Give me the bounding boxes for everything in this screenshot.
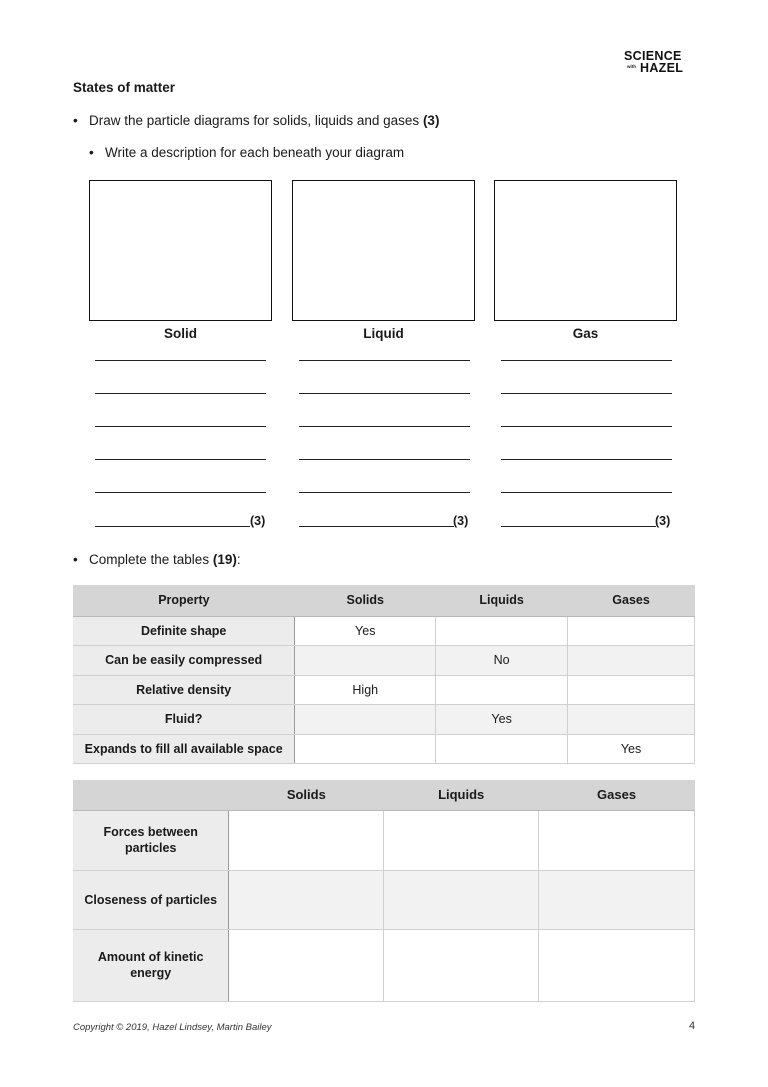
instruction-draw-marks: (3)	[422, 113, 440, 128]
table-row	[73, 929, 695, 1001]
solid-marks: (3)	[250, 514, 266, 528]
cell-liquids[interactable]: No	[436, 646, 568, 676]
row-label: Definite shape	[73, 616, 295, 646]
answer-line[interactable]	[299, 360, 470, 361]
answer-line[interactable]	[95, 526, 250, 527]
cell-solids[interactable]	[295, 646, 436, 676]
page-number: 4	[689, 1020, 696, 1032]
cell-solids[interactable]	[229, 929, 384, 1001]
answer-line[interactable]	[95, 492, 266, 493]
cell-gases[interactable]	[539, 810, 695, 870]
copyright: Copyright © 2019, Hazel Lindsey, Martin Bailey	[73, 1022, 272, 1033]
answer-line[interactable]	[501, 492, 672, 493]
logo-with: with	[627, 64, 636, 69]
cell-gases[interactable]	[568, 646, 695, 676]
cell-gases[interactable]: Yes	[568, 734, 695, 764]
answer-line[interactable]	[299, 426, 470, 427]
bullet-dot: •	[73, 113, 78, 128]
row-label: Can be easily compressed	[73, 646, 295, 676]
instruction-write-text: Write a description for each beneath your diagram	[105, 145, 405, 160]
gas-marks: (3)	[655, 514, 671, 528]
cell-solids[interactable]	[295, 734, 436, 764]
row-label: Fluid?	[73, 705, 295, 735]
instruction-draw-text: Draw the particle diagrams for solids, liquids and gases	[89, 113, 420, 128]
answer-line[interactable]	[299, 459, 470, 460]
table-header-row	[73, 585, 695, 616]
row-label: Forces between particles	[73, 810, 229, 870]
header-liquids: Liquids	[436, 585, 568, 616]
cell-solids[interactable]	[229, 870, 384, 929]
cell-gases[interactable]	[539, 929, 695, 1001]
instruction-complete-marks: (19)	[212, 552, 237, 567]
liquid-label: Liquid	[363, 326, 404, 341]
table-row	[73, 870, 695, 929]
answer-line[interactable]	[299, 492, 470, 493]
table-row	[73, 646, 695, 676]
cell-gases[interactable]	[539, 870, 695, 929]
cell-solids[interactable]	[229, 810, 384, 870]
gas-label: Gas	[572, 326, 599, 341]
solid-diagram-box[interactable]	[89, 180, 272, 321]
row-label: Relative density	[73, 675, 295, 705]
science-with-hazel-logo	[624, 50, 696, 76]
instruction-complete-text: Complete the tables	[89, 552, 210, 567]
header-blank	[73, 780, 229, 810]
cell-liquids[interactable]: Yes	[436, 705, 568, 735]
cell-liquids[interactable]	[384, 870, 539, 929]
cell-gases[interactable]	[568, 675, 695, 705]
bullet-dot: •	[89, 145, 94, 160]
bullet-dot: •	[73, 552, 78, 567]
instruction-complete-suffix: :	[236, 552, 241, 567]
cell-liquids[interactable]	[436, 616, 568, 646]
answer-line[interactable]	[501, 360, 672, 361]
answer-line[interactable]	[501, 393, 672, 394]
answer-line[interactable]	[95, 459, 266, 460]
answer-line[interactable]	[501, 426, 672, 427]
cell-solids[interactable]: Yes	[295, 616, 436, 646]
cell-solids[interactable]	[295, 705, 436, 735]
properties-table	[73, 585, 695, 764]
table-row	[73, 616, 695, 646]
answer-line[interactable]	[501, 459, 672, 460]
header-liquids: Liquids	[384, 780, 539, 810]
instruction-write	[89, 145, 404, 161]
header-property: Property	[73, 585, 295, 616]
particles-table	[73, 780, 695, 1002]
liquid-marks: (3)	[453, 514, 469, 528]
page-title: States of matter	[73, 80, 176, 95]
answer-line[interactable]	[299, 393, 470, 394]
header-gases: Gases	[539, 780, 695, 810]
gas-diagram-box[interactable]	[494, 180, 677, 321]
header-solids: Solids	[295, 585, 436, 616]
instruction-draw	[73, 113, 439, 129]
cell-liquids[interactable]	[436, 675, 568, 705]
table-header-row	[73, 780, 695, 810]
logo-hazel: HAZEL	[640, 61, 684, 75]
answer-line[interactable]	[95, 360, 266, 361]
table-row	[73, 675, 695, 705]
cell-liquids[interactable]	[436, 734, 568, 764]
cell-solids[interactable]: High	[295, 675, 436, 705]
table-row	[73, 734, 695, 764]
instruction-complete	[73, 552, 241, 568]
answer-line[interactable]	[501, 526, 656, 527]
cell-gases[interactable]	[568, 705, 695, 735]
header-gases: Gases	[568, 585, 695, 616]
liquid-diagram-box[interactable]	[292, 180, 475, 321]
row-label: Amount of kinetic energy	[73, 929, 229, 1001]
cell-liquids[interactable]	[384, 810, 539, 870]
answer-line[interactable]	[95, 393, 266, 394]
table-row	[73, 705, 695, 735]
header-solids: Solids	[229, 780, 384, 810]
table-row	[73, 810, 695, 870]
answer-line[interactable]	[95, 426, 266, 427]
solid-label: Solid	[164, 326, 197, 341]
cell-liquids[interactable]	[384, 929, 539, 1001]
cell-gases[interactable]	[568, 616, 695, 646]
row-label: Closeness of particles	[73, 870, 229, 929]
row-label: Expands to fill all available space	[73, 734, 295, 764]
logo-science: SCIENCE	[624, 49, 682, 63]
answer-line[interactable]	[299, 526, 454, 527]
